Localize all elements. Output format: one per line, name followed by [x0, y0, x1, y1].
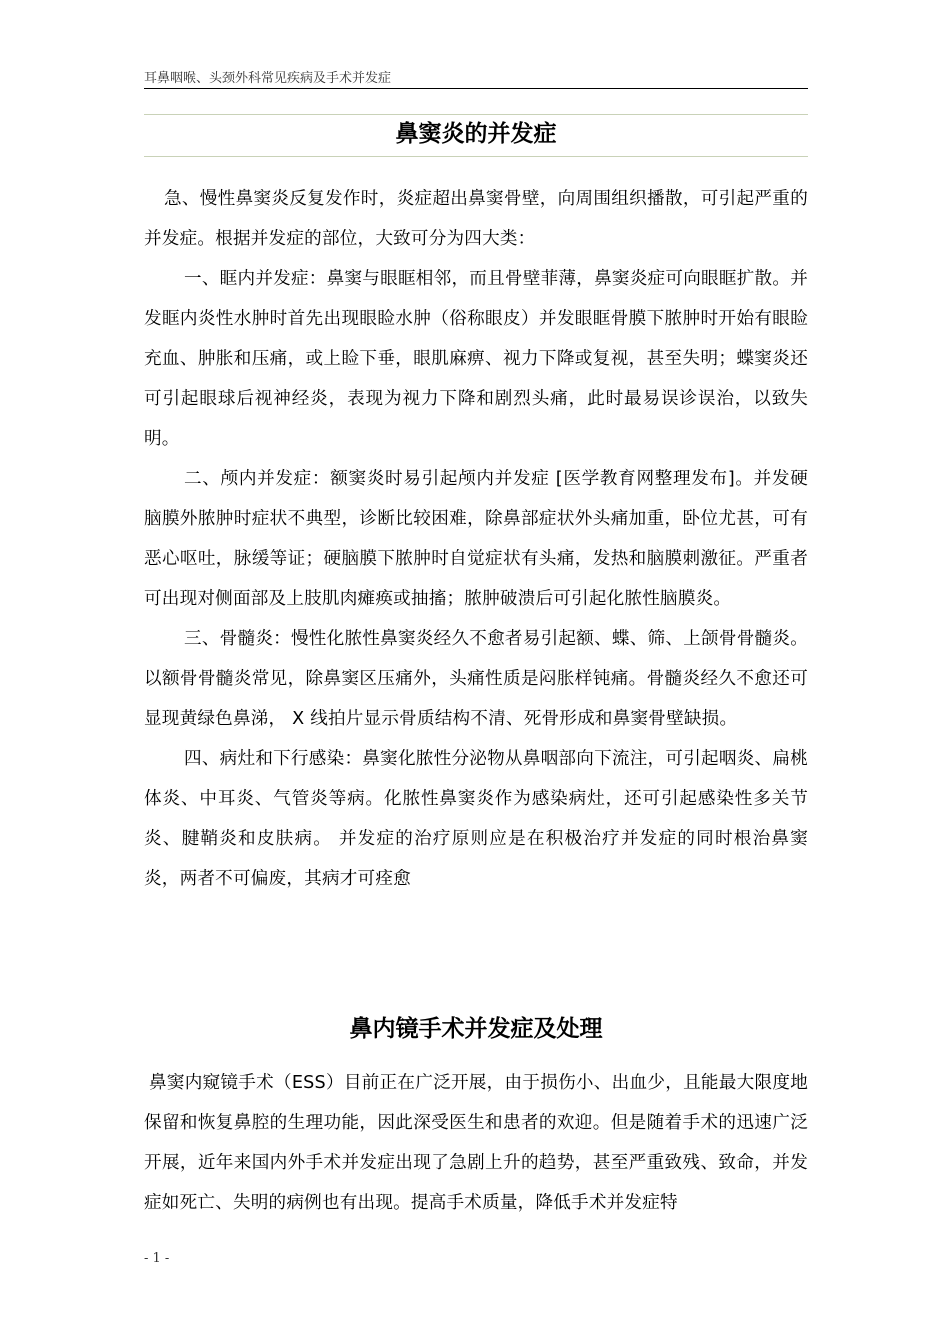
paragraph-osteomyelitis: 三、骨髓炎：慢性化脓性鼻窦炎经久不愈者易引起额、蝶、筛、上颌骨骨髓炎。以额骨骨髓炎常见，除鼻窦区压痛外，头痛性质是闷胀样钝痛。骨髓炎经久不愈还可显现黄绿色鼻涕， X 线拍片显示骨质结构不清、死骨形成和鼻窦骨壁缺损。	[144, 629, 808, 729]
title-rule-bottom	[144, 156, 808, 157]
paragraph-focal-infection: 四、病灶和下行感染：鼻窦化脓性分泌物从鼻咽部向下流注，可引起咽炎、扁桃体炎、中耳炎、气管炎等病。化脓性鼻窦炎作为感染病灶，还可引起感染性多关节炎、腱鞘炎和皮肤病。 并发症的治疗原则应是在积极治疗并发症的同时根治鼻窦炎，两者不可偏废，其病才可痊愈	[144, 749, 808, 889]
section-body-endoscopic-surgery	[144, 1063, 808, 1223]
paragraph-intracranial: 二、颅内并发症：额窦炎时易引起颅内并发症 [医学教育网整理发布]。并发硬脑膜外脓肿时症状不典型，诊断比较困难，除鼻部症状外头痛加重，卧位尤甚，可有恶心呕吐，脉缓等证；硬脑膜下脓肿时自觉症状有头痛，发热和脑膜刺激征。严重者可出现对侧面部及上肢肌肉瘫痪或抽搐；脓肿破溃后可引起化脓性脑膜炎。	[144, 469, 808, 609]
intro-paragraph: 急、慢性鼻窦炎反复发作时，炎症超出鼻窦骨壁，向周围组织播散，可引起严重的并发症。根据并发症的部位，大致可分为四大类：	[144, 189, 808, 249]
running-header: 耳鼻咽喉、头颈外科常见疾病及手术并发症	[144, 71, 392, 86]
header-rule	[144, 88, 808, 89]
section-body-complications	[144, 179, 808, 899]
section-title-endoscopic-surgery: 鼻内镜手术并发症及处理	[349, 1016, 603, 1042]
paragraph-ess-intro: 鼻窦内窥镜手术（ESS）目前正在广泛开展，由于损伤小、出血少，且能最大限度地保留和恢复鼻腔的生理功能，因此深受医生和患者的欢迎。但是随着手术的迅速广泛开展，近年来国内外手术并发症出现了急剧上升的趋势，甚至严重致残、致命，并发症如死亡、失明的病例也有出现。提高手术质量，降低手术并发症特	[144, 1073, 808, 1213]
paragraph-orbital: 一、眶内并发症：鼻窦与眼眶相邻，而且骨壁菲薄，鼻窦炎症可向眼眶扩散。并发眶内炎性水肿时首先出现眼睑水肿（俗称眼皮）并发眼眶骨膜下脓肿时开始有眼睑充血、肿胀和压痛，或上睑下垂，眼肌麻痹、视力下降或复视，甚至失明；蝶窦炎还可引起眼球后视神经炎，表现为视力下降和剧烈头痛，此时最易误诊误治，以致失明。	[144, 269, 808, 449]
section-title-complications: 鼻窦炎的并发症	[395, 121, 557, 147]
page-number: - 1 -	[144, 1251, 170, 1266]
title-rule-top	[144, 114, 808, 115]
